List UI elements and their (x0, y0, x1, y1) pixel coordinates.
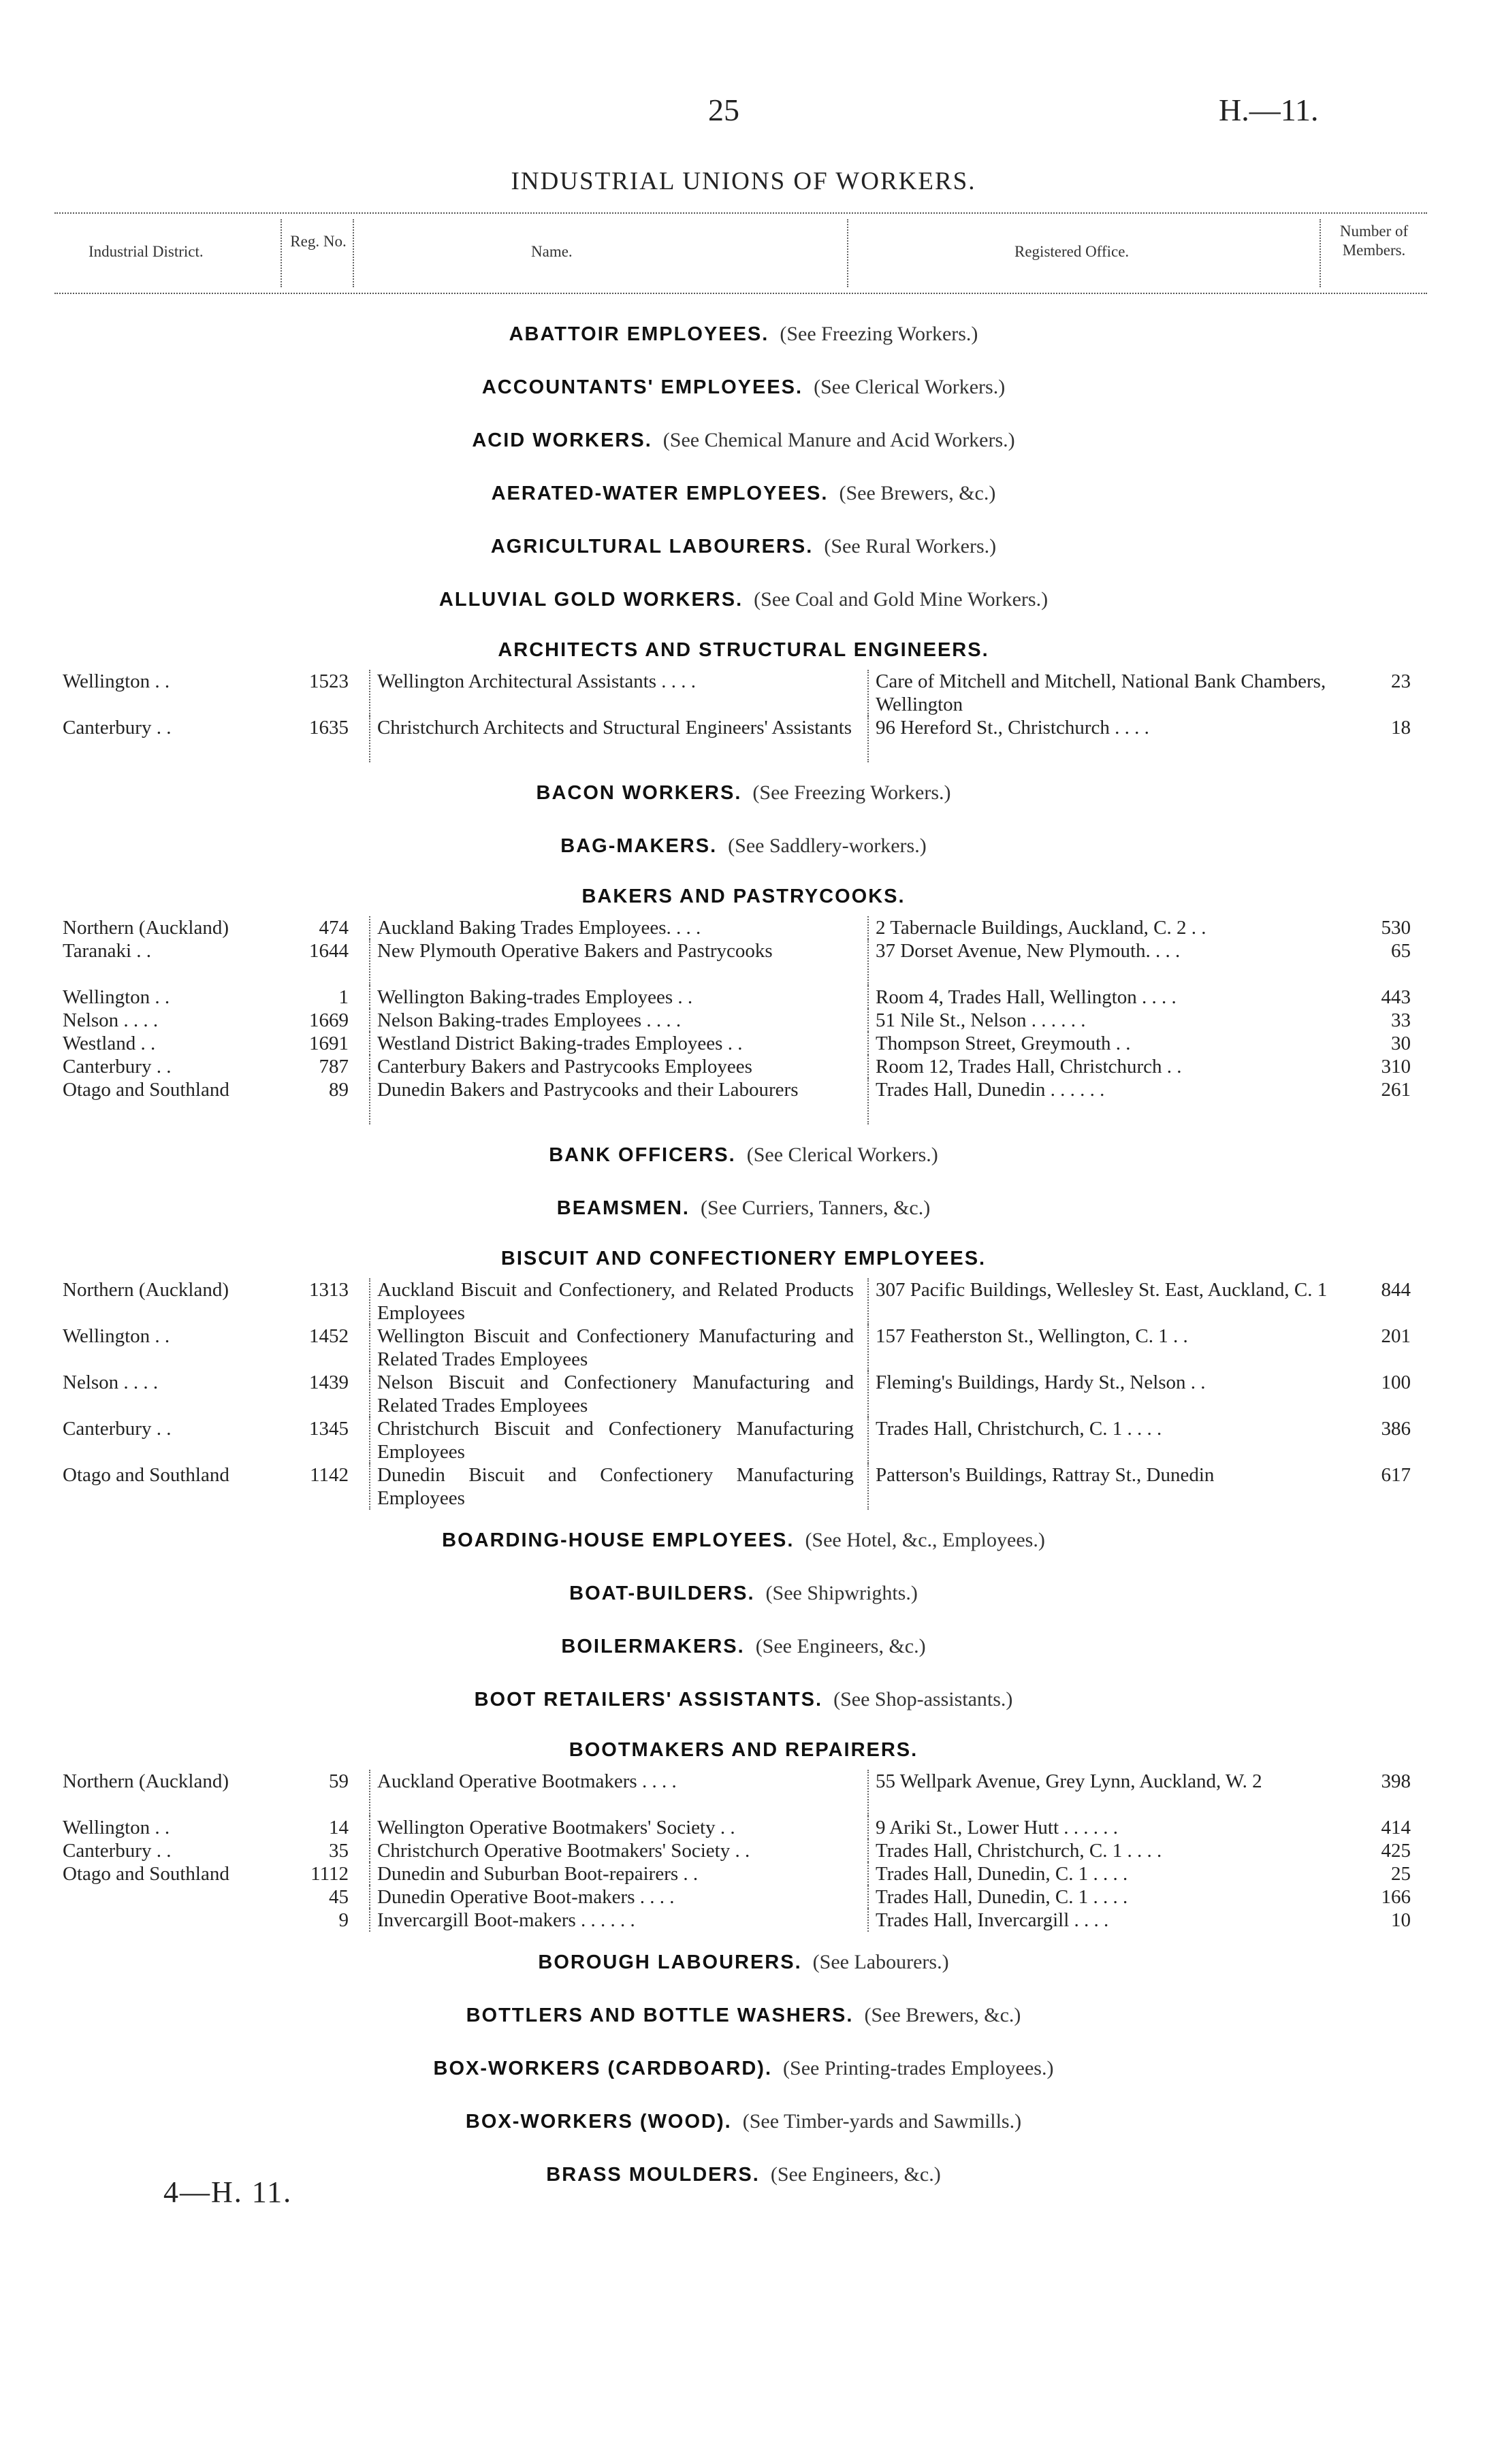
table-row (0, 1371, 1487, 1417)
header-divider (353, 219, 354, 287)
reg-no-cell: 1644 (309, 940, 349, 962)
section-name: ARCHITECTS AND STRUCTURAL ENGINEERS. (498, 639, 989, 661)
section-name: BISCUIT AND CONFECTIONERY EMPLOYEES. (500, 1248, 987, 1269)
section-name: BAKERS AND PASTRYCOOKS. (581, 886, 906, 907)
union-section (0, 573, 1487, 626)
reg-no-cell: 35 (329, 1840, 349, 1862)
district-cell: Northern (Auckland) (63, 917, 229, 939)
section-title (0, 766, 1487, 820)
union-section (0, 1567, 1487, 1620)
section-name: AERATED-WATER EMPLOYEES. (491, 483, 829, 504)
registered-office-cell: 96 Hereford St., Christchurch . . . . (867, 716, 1330, 762)
see-reference: (See Labourers.) (812, 1951, 949, 1973)
members-cell: 166 (1381, 1886, 1411, 1908)
district-cell: Otago and Southland (63, 1464, 229, 1486)
column-header (54, 212, 1427, 294)
see-reference: (See Saddlery-workers.) (728, 834, 927, 857)
members-cell: 398 (1381, 1770, 1411, 1792)
union-name-cell: Dunedin Bakers and Pastrycooks and their Labourers (369, 1078, 854, 1124)
section-title (0, 1129, 1487, 1182)
section-name: BOTTLERS AND BOTTLE WASHERS. (466, 2005, 854, 2026)
union-name-cell: Auckland Operative Bootmakers . . . . (369, 1770, 854, 1816)
section-title (0, 467, 1487, 520)
registered-office-cell: 307 Pacific Buildings, Wellesley St. East, Auckland, C. 1 (867, 1278, 1330, 1325)
section-name: BANK OFFICERS. (549, 1144, 736, 1166)
registered-office-cell: Trades Hall, Dunedin, C. 1 . . . . (867, 1885, 1330, 1909)
table-row (0, 1463, 1487, 1510)
table-row (0, 1816, 1487, 1839)
registered-office-cell: Room 12, Trades Hall, Christchurch . . (867, 1055, 1330, 1078)
members-cell: 844 (1381, 1279, 1411, 1301)
members-cell: 23 (1391, 670, 1411, 692)
registered-office-cell: 37 Dorset Avenue, New Plymouth. . . . (867, 939, 1330, 986)
see-reference: (See Hotel, &c., Employees.) (805, 1529, 1045, 1551)
registered-office-cell: 55 Wellpark Avenue, Grey Lynn, Auckland, W. 2 (867, 1770, 1330, 1816)
see-reference: (See Rural Workers.) (824, 535, 997, 557)
header-members: Number of Members. (1339, 223, 1409, 259)
union-section (0, 1989, 1487, 2042)
header-name: Name. (531, 243, 573, 260)
document-reference: H.—11. (1219, 93, 1319, 127)
section-name: BOARDING-HOUSE EMPLOYEES. (442, 1529, 795, 1551)
members-cell: 100 (1381, 1372, 1411, 1393)
section-name: BOOTMAKERS AND REPAIRERS. (569, 1739, 918, 1761)
union-name-cell: Wellington Biscuit and Confectionery Manufacturing and Related Trades Employees (369, 1325, 854, 1371)
union-section (0, 626, 1487, 766)
union-section (0, 1514, 1487, 1567)
reg-no-cell: 1345 (309, 1418, 349, 1440)
section-name: BOILERMAKERS. (561, 1636, 745, 1657)
district-cell: Wellington . . (63, 670, 170, 692)
section-title (0, 820, 1487, 873)
union-section (0, 1235, 1487, 1514)
union-name-cell: Nelson Biscuit and Confectionery Manufacturing and Related Trades Employees (369, 1371, 854, 1417)
see-reference: (See Engineers, &c.) (770, 2163, 941, 2186)
page-footer: 4—H. 11. (163, 2175, 293, 2209)
union-name-cell: Wellington Architectural Assistants . . . . (369, 670, 854, 716)
header-rule-top (54, 212, 1427, 214)
section-name: BOX-WORKERS (CARDBOARD). (433, 2058, 773, 2079)
reg-no-cell: 474 (319, 917, 349, 939)
section-name: BOOT RETAILERS' ASSISTANTS. (474, 1689, 823, 1711)
members-cell: 425 (1381, 1840, 1411, 1862)
table-row (0, 670, 1487, 716)
section-name: BOAT-BUILDERS. (569, 1583, 755, 1604)
section-title (0, 873, 1487, 916)
members-cell: 261 (1381, 1079, 1411, 1101)
members-cell: 65 (1391, 940, 1411, 962)
union-name-cell: Christchurch Architects and Structural Engineers' Assistants (369, 716, 854, 762)
section-title (0, 1620, 1487, 1673)
section-name: BOX-WORKERS (WOOD). (465, 2111, 732, 2133)
section-title (0, 520, 1487, 573)
union-name-cell: Christchurch Biscuit and Confectionery Manufacturing Employees (369, 1417, 854, 1463)
section-name: ALLUVIAL GOLD WORKERS. (438, 589, 744, 611)
table-row (0, 716, 1487, 762)
see-reference: (See Brewers, &c.) (839, 482, 996, 504)
registered-office-cell: Trades Hall, Dunedin . . . . . . (867, 1078, 1330, 1124)
table-row (0, 1009, 1487, 1032)
district-cell: Taranaki . . (63, 940, 152, 962)
district-cell: Wellington . . (63, 1817, 170, 1838)
section-title (0, 361, 1487, 414)
members-cell: 617 (1381, 1464, 1411, 1486)
union-name-cell: Wellington Operative Bootmakers' Society . . (369, 1816, 854, 1839)
district-cell: Canterbury . . (63, 717, 172, 739)
see-reference: (See Shipwrights.) (765, 1582, 918, 1604)
district-cell: Northern (Auckland) (63, 1770, 229, 1792)
union-section (0, 873, 1487, 1129)
union-name-cell: Auckland Baking Trades Employees. . . . (369, 916, 854, 939)
section-title (0, 414, 1487, 467)
reg-no-cell: 1635 (309, 717, 349, 739)
table-row (0, 916, 1487, 939)
union-section (0, 1936, 1487, 1989)
see-reference: (See Curriers, Tanners, &c.) (700, 1197, 931, 1219)
section-title (0, 1989, 1487, 2042)
section-title (0, 2042, 1487, 2095)
header-divider (281, 219, 282, 287)
section-name: BOROUGH LABOURERS. (538, 1951, 802, 1973)
union-name-cell: Dunedin and Suburban Boot-repairers . . (369, 1862, 854, 1885)
section-title (0, 626, 1487, 670)
registered-office-cell: Fleming's Buildings, Hardy St., Nelson . . (867, 1371, 1330, 1417)
members-cell: 25 (1391, 1863, 1411, 1885)
district-cell: Wellington . . (63, 1325, 170, 1347)
header-district: Industrial District. (89, 243, 204, 260)
registered-office-cell: Trades Hall, Invercargill . . . . (867, 1909, 1330, 1932)
members-cell: 414 (1381, 1817, 1411, 1838)
members-cell: 10 (1391, 1909, 1411, 1931)
section-name: BACON WORKERS. (536, 782, 742, 804)
union-section (0, 1726, 1487, 1936)
union-name-cell: New Plymouth Operative Bakers and Pastrycooks (369, 939, 854, 986)
union-name-cell: Westland District Baking-trades Employees . . (369, 1032, 854, 1055)
page-title: INDUSTRIAL UNIONS OF WORKERS. (511, 167, 976, 195)
reg-no-cell: 1669 (309, 1009, 349, 1031)
section-name: ABATTOIR EMPLOYEES. (509, 323, 769, 345)
section-title (0, 573, 1487, 626)
see-reference: (See Brewers, &c.) (864, 2004, 1021, 2026)
district-cell: Wellington . . (63, 986, 170, 1008)
members-cell: 443 (1381, 986, 1411, 1008)
page-number: 25 (708, 93, 739, 127)
section-title (0, 2095, 1487, 2148)
registered-office-cell: Room 4, Trades Hall, Wellington . . . . (867, 986, 1330, 1009)
section-title (0, 1673, 1487, 1726)
reg-no-cell: 1452 (309, 1325, 349, 1347)
see-reference: (See Freezing Workers.) (780, 323, 978, 345)
registered-office-cell: Patterson's Buildings, Rattray St., Dunedin (867, 1463, 1330, 1510)
union-name-cell: Canterbury Bakers and Pastrycooks Employees (369, 1055, 854, 1078)
section-title (0, 1182, 1487, 1235)
table-row (0, 939, 1487, 986)
section-title (0, 1567, 1487, 1620)
table-row (0, 1278, 1487, 1325)
district-cell: Nelson . . . . (63, 1009, 159, 1031)
table-row (0, 1078, 1487, 1124)
union-section (0, 1182, 1487, 1235)
union-section (0, 1620, 1487, 1673)
section-title (0, 1235, 1487, 1278)
members-cell: 18 (1391, 717, 1411, 739)
reg-no-cell: 1112 (310, 1863, 349, 1885)
section-title (0, 1514, 1487, 1567)
reg-no-cell: 1439 (309, 1372, 349, 1393)
header-divider (1320, 219, 1321, 287)
union-section (0, 520, 1487, 573)
members-cell: 530 (1381, 917, 1411, 939)
see-reference: (See Chemical Manure and Acid Workers.) (662, 429, 1015, 451)
members-cell: 310 (1381, 1056, 1411, 1077)
union-name-cell: Auckland Biscuit and Confectionery, and Related Products Employees (369, 1278, 854, 1325)
registered-office-cell: 9 Ariki St., Lower Hutt . . . . . . (867, 1816, 1330, 1839)
registered-office-cell: 157 Featherston St., Wellington, C. 1 . . (867, 1325, 1330, 1371)
section-name: ACID WORKERS. (472, 429, 652, 451)
union-section (0, 467, 1487, 520)
registered-office-cell: Thompson Street, Greymouth . . (867, 1032, 1330, 1055)
table-row (0, 1417, 1487, 1463)
header-office: Registered Office. (1014, 243, 1130, 260)
union-section (0, 1129, 1487, 1182)
district-cell: Otago and Southland (63, 1863, 229, 1885)
district-cell (63, 1909, 281, 1932)
registered-office-cell: 2 Tabernacle Buildings, Auckland, C. 2 . . (867, 916, 1330, 939)
reg-no-cell: 787 (319, 1056, 349, 1077)
reg-no-cell: 1691 (309, 1033, 349, 1054)
members-cell: 33 (1391, 1009, 1411, 1031)
section-name: BAG-MAKERS. (560, 835, 718, 857)
section-name: AGRICULTURAL LABOURERS. (490, 536, 814, 557)
members-cell: 386 (1381, 1418, 1411, 1440)
registered-office-cell: Trades Hall, Dunedin, C. 1 . . . . (867, 1862, 1330, 1885)
header-divider (847, 219, 848, 287)
table-row (0, 986, 1487, 1009)
table-row (0, 1862, 1487, 1885)
see-reference: (See Clerical Workers.) (814, 376, 1006, 398)
union-section (0, 820, 1487, 873)
district-cell: Canterbury . . (63, 1418, 172, 1440)
see-reference: (See Engineers, &c.) (755, 1635, 926, 1657)
district-cell: Canterbury . . (63, 1056, 172, 1077)
union-section (0, 2042, 1487, 2095)
district-cell: Canterbury . . (63, 1840, 172, 1862)
members-cell: 30 (1391, 1033, 1411, 1054)
reg-no-cell: 45 (329, 1886, 349, 1908)
section-name: ACCOUNTANTS' EMPLOYEES. (481, 376, 803, 398)
union-name-cell: Nelson Baking-trades Employees . . . . (369, 1009, 854, 1032)
district-cell (63, 1885, 281, 1909)
union-name-cell: Dunedin Biscuit and Confectionery Manufacturing Employees (369, 1463, 854, 1510)
see-reference: (See Coal and Gold Mine Workers.) (754, 588, 1049, 611)
see-reference: (See Clerical Workers.) (746, 1144, 938, 1166)
table-row (0, 1839, 1487, 1862)
section-name: BEAMSMEN. (556, 1197, 690, 1219)
table-row (0, 1885, 1487, 1909)
union-name-cell: Christchurch Operative Bootmakers' Society . . (369, 1839, 854, 1862)
table-row (0, 1055, 1487, 1078)
registered-office-cell: Trades Hall, Christchurch, C. 1 . . . . (867, 1839, 1330, 1862)
see-reference: (See Freezing Workers.) (752, 781, 951, 804)
union-section (0, 766, 1487, 820)
table-row (0, 1909, 1487, 1932)
table-row (0, 1770, 1487, 1816)
header-reg-no: Reg. No. (290, 233, 347, 250)
reg-no-cell: 89 (329, 1079, 349, 1101)
reg-no-cell: 1313 (309, 1279, 349, 1301)
header-rule-bottom (54, 293, 1427, 294)
union-section (0, 308, 1487, 361)
district-cell: Westland . . (63, 1033, 156, 1054)
see-reference: (See Shop-assistants.) (833, 1688, 1013, 1711)
members-cell: 201 (1381, 1325, 1411, 1347)
registered-office-cell: 51 Nile St., Nelson . . . . . . (867, 1009, 1330, 1032)
union-name-cell: Dunedin Operative Boot-makers . . . . (369, 1885, 854, 1909)
section-title (0, 1936, 1487, 1989)
district-cell: Northern (Auckland) (63, 1279, 229, 1301)
union-name-cell: Wellington Baking-trades Employees . . (369, 986, 854, 1009)
union-sections (0, 308, 1487, 2201)
registered-office-cell: Care of Mitchell and Mitchell, National Bank Chambers, Wellington (867, 670, 1330, 716)
reg-no-cell: 1523 (309, 670, 349, 692)
reg-no-cell: 59 (329, 1770, 349, 1792)
see-reference: (See Printing-trades Employees.) (783, 2057, 1054, 2079)
registered-office-cell: Trades Hall, Christchurch, C. 1 . . . . (867, 1417, 1330, 1463)
section-title (0, 308, 1487, 361)
reg-no-cell: 1 (338, 986, 349, 1008)
district-cell: Otago and Southland (63, 1079, 229, 1101)
district-cell: Nelson . . . . (63, 1372, 159, 1393)
reg-no-cell: 9 (338, 1909, 349, 1931)
reg-no-cell: 14 (329, 1817, 349, 1838)
section-title (0, 1726, 1487, 1770)
union-section (0, 414, 1487, 467)
table-row (0, 1032, 1487, 1055)
see-reference: (See Timber-yards and Sawmills.) (742, 2110, 1022, 2133)
union-section (0, 1673, 1487, 1726)
reg-no-cell: 1142 (310, 1464, 349, 1486)
union-section (0, 2095, 1487, 2148)
union-section (0, 361, 1487, 414)
union-name-cell: Invercargill Boot-makers . . . . . . (369, 1909, 854, 1932)
table-row (0, 1325, 1487, 1371)
section-name: BRASS MOULDERS. (546, 2164, 760, 2186)
